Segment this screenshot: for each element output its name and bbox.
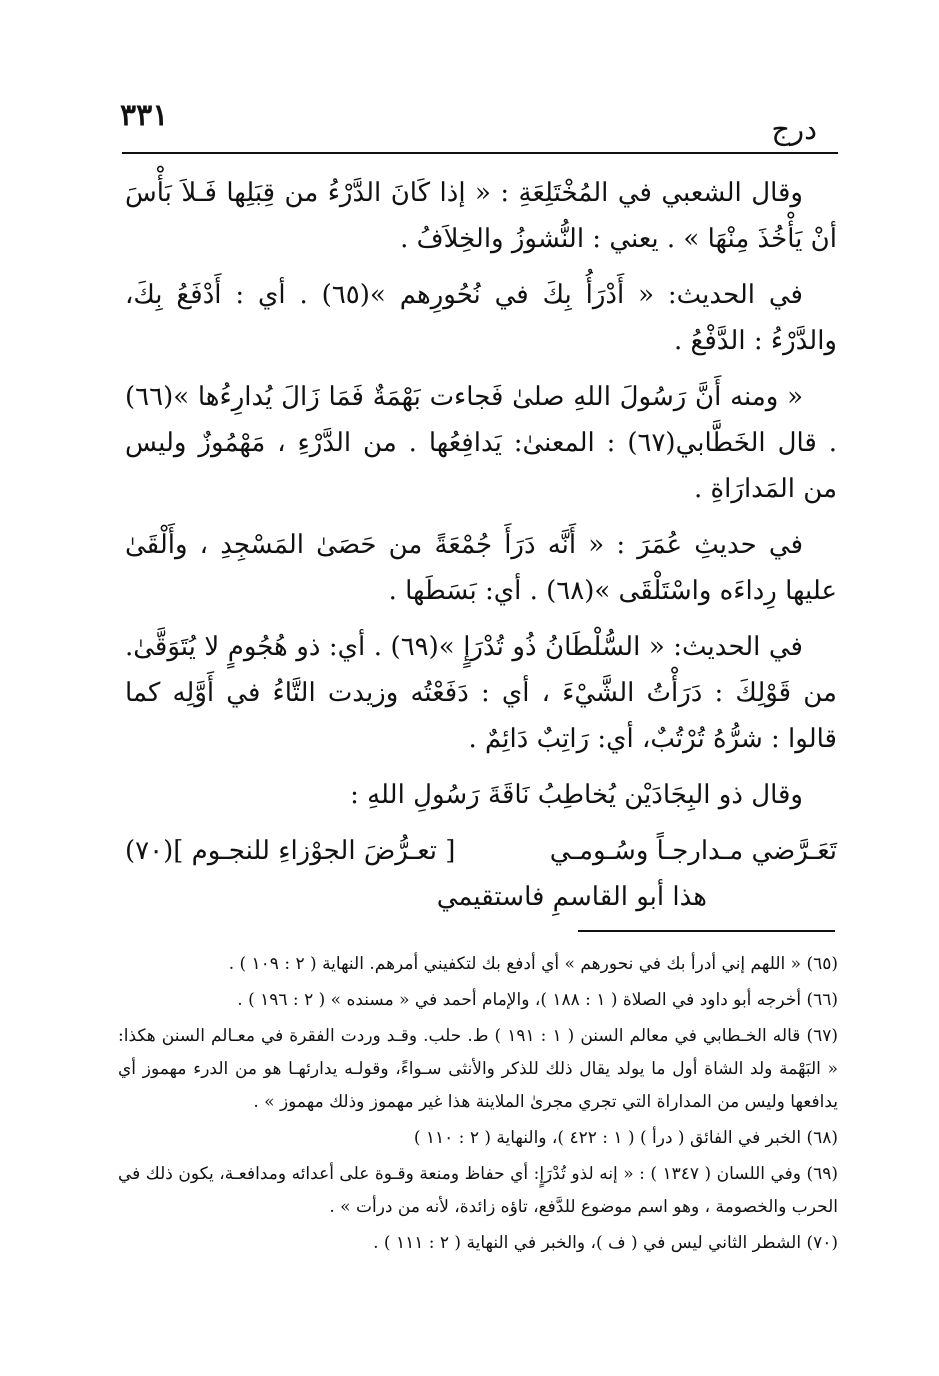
footnote: (٦٩) وفي اللسان ( ١٣٤٧ ) : « إنه لذو تُدْرَإٍ: أي حفاظ ومنعة وقـوة على أعدائه ومدافعـة، يكون ذلك في الحرب والخصومة ، وهو اسم موضوع للدَّفع، تاؤه زائدة، لأنه من درأت » .	[118, 1164, 838, 1217]
poem-line	[125, 828, 837, 874]
page-number: ٣٣١	[120, 98, 169, 133]
poem	[125, 828, 837, 920]
footnotes	[118, 948, 838, 1263]
poem-hemistich-left: [ تعـرُّضَ الجوْزاءِ للنجـوم ](٧٠)	[125, 836, 456, 866]
footnote: (٦٨) الخبر في الفائق ( درأ ) ( ١ : ٤٢٢ )، والنهاية ( ٢ : ١١٠ )	[413, 1128, 838, 1148]
running-head: درج	[771, 112, 817, 146]
header-rule	[122, 152, 838, 154]
paragraph: في حديثِ عُمَرَ : « أَنَّه دَرَأَ جُمْعَةً من حَصَىٰ المَسْجِدِ ، وأَلْقَىٰ عليها رِداءَه واسْتَلْقَى »(٦٨) . أي: بَسَطَها .	[125, 530, 837, 606]
poem-line: هذا أبو القاسمِ فاستقيمي	[436, 882, 707, 912]
poem-hemistich-right: تَعَـرَّضي مـدارجـاً وسُـومـي	[549, 836, 837, 866]
footnote: (٦٥) « اللهم إني أدرأ بك في نحورهم » أي أدفع بك لتكفيني أمرهم. النهاية ( ٢ : ١٠٩ ) .	[228, 954, 838, 974]
paragraph: في الحديث: « أَدْرَأُ بِكَ في نُحُورِهم »(٦٥) . أي : أَدْفَعُ بِكَ، والدَّرْءُ : الدَّفْعُ .	[125, 280, 837, 356]
footnote: (٦٦) أخرجه أبو داود في الصلاة ( ١ : ١٨٨ )، والإمام أحمد في « مسنده » ( ٢ : ١٩٦ ) .	[237, 990, 838, 1010]
paragraph: وقال ذو البِجَادَيْن يُخاطِبُ نَاقَةَ رَسُولِ اللهِ :	[350, 780, 803, 810]
paragraph: « ومنه أَنَّ رَسُولَ اللهِ صلىٰ فَجاءت بَهْمَةٌ فَمَا زَالَ يُدارِءُها »(٦٦) . قال الخَطَّابي(٦٧) : المعنىٰ: يَدافِعُها . من الدَّرْءِ ، مَهْمُوزٌ وليس من المَدارَاةِ .	[125, 382, 837, 504]
paragraph: في الحديث: « السُّلْطَانُ ذُو تُدْرَإٍ »(٦٩) . أي: ذو هُجُومٍ لا يُتَوَقَّىٰ. من قَوْلِكَ : دَرَأْتُ الشَّيْءَ ، أي : دَفَعْتُه وزيدت التَّاءُ في أَوَّلِه كما قالوا : شرُّهُ تُرْتُبٌ، أي: رَاتِبٌ دَائِمٌ .	[125, 632, 837, 754]
footnote-rule	[578, 930, 835, 932]
main-text	[125, 170, 837, 920]
paragraph: وقال الشعبي في المُخْتَلِعَةِ : « إذا كَانَ الدَّرْءُ من قِبَلِها فَـلاَ بَأْسَ أنْ يَأْخُذَ مِنْهَا » . يعني : النُّشوزُ والخِلاَفُ .	[125, 178, 837, 254]
footnote: (٦٧) قاله الخـطابي في معالم السنن ( ١ : ١٩١ ) ط. حلب. وقـد وردت الفقرة في معـالم السنن هكذا: « البَهْمة ولد الشاة أول ما يولد يقال ذلك للذكر والأنثى سـواءً، وقولـه يدارئهـا هو من الدرء مهموز أي يدافعها وليس من المداراة التي تجري مجرىٰ الملاينة هذا غير مهموز وذلك مهموز » .	[118, 1026, 838, 1112]
footnote: (٧٠) الشطر الثاني ليس في ( ف )، والخبر في النهاية ( ٢ : ١١١ ) .	[373, 1233, 838, 1253]
